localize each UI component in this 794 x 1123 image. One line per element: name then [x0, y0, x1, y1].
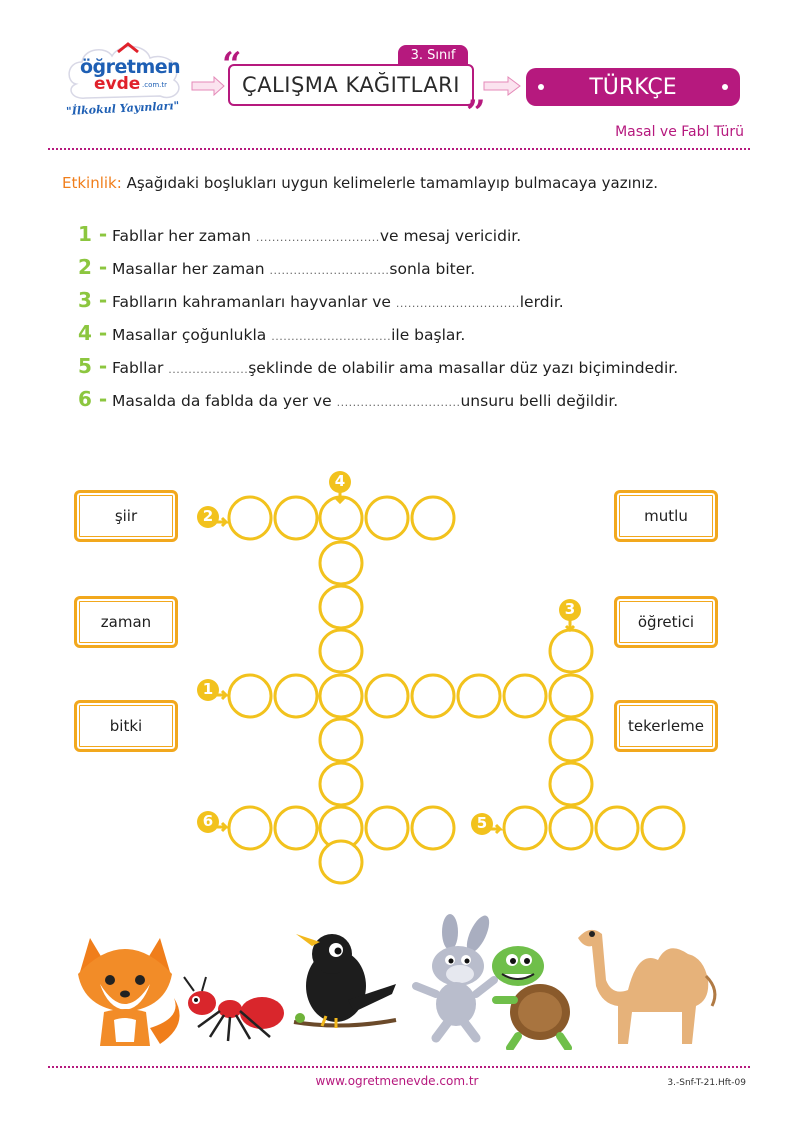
crossword-cell[interactable]: [366, 497, 408, 539]
question-text: unsuru belli değildir.: [460, 392, 619, 410]
crossword-cell[interactable]: [504, 675, 546, 717]
word-bank-item: şiir: [74, 490, 178, 542]
word-bank-item: mutlu: [614, 490, 718, 542]
crossword-cell[interactable]: [550, 675, 592, 717]
crossword-cell[interactable]: [229, 807, 271, 849]
divider: [48, 148, 750, 150]
clue-badge-3: [558, 598, 582, 622]
question-number: 3 -: [78, 288, 108, 312]
clue-badge-1: [196, 678, 220, 702]
question-text: ve mesaj vericidir.: [379, 227, 522, 245]
camel-illustration: [572, 920, 724, 1052]
crossword-cell[interactable]: [504, 807, 546, 849]
crossword-cell[interactable]: [412, 675, 454, 717]
answer-blank[interactable]: ....................: [168, 363, 249, 376]
question-3: [78, 288, 564, 312]
crossword-cell[interactable]: [550, 630, 592, 672]
crossword-cell[interactable]: [320, 841, 362, 883]
crossword-cell[interactable]: [229, 675, 271, 717]
instruction-lead: Etkinlik:: [62, 174, 122, 192]
crossword-cell[interactable]: [320, 542, 362, 584]
question-text: Fabllar her zaman: [112, 227, 251, 245]
crossword-cell[interactable]: [458, 675, 500, 717]
answer-blank[interactable]: ...............................: [336, 396, 461, 409]
subject-pill: [526, 68, 740, 106]
crossword-cell[interactable]: [550, 763, 592, 805]
question-text: Fabllar: [112, 359, 164, 377]
question-text: şeklinde de olabilir ama masallar düz yazı biçimindedir.: [248, 359, 679, 377]
question-text: lerdir.: [519, 293, 564, 311]
subject-label: TÜRKÇE: [589, 74, 677, 100]
worksheet-code: 3.-Snf-T-21.Hft-09: [667, 1078, 746, 1088]
crossword-cell[interactable]: [320, 763, 362, 805]
clue-number: 2: [202, 507, 214, 525]
open-quote-icon: “: [222, 45, 242, 85]
word-bank-item: tekerleme: [614, 700, 718, 752]
clue-badge-2: [196, 505, 220, 529]
clue-number: 5: [476, 814, 488, 832]
fox-illustration: [70, 928, 180, 1048]
question-4: [78, 321, 465, 345]
crossword-cell[interactable]: [275, 675, 317, 717]
question-text: Masallar her zaman: [112, 260, 265, 278]
crow-illustration: [292, 930, 400, 1038]
worksheet-title: ÇALIŞMA KAĞITLARI: [228, 64, 474, 106]
crossword-cell[interactable]: [320, 719, 362, 761]
answer-blank[interactable]: ..............................: [269, 264, 390, 277]
rabbit-illustration: [406, 914, 498, 1044]
crossword-cell[interactable]: [366, 807, 408, 849]
logo-domain: .com.tr: [142, 81, 168, 89]
dot-icon: [538, 84, 544, 90]
crossword-cell[interactable]: [229, 497, 271, 539]
dot-icon: [722, 84, 728, 90]
question-number: 5 -: [78, 354, 108, 378]
clue-number: 1: [202, 680, 214, 698]
question-text: Masallar çoğunlukla: [112, 326, 267, 344]
arrow-right-icon: [190, 76, 226, 96]
question-text: sonla biter.: [389, 260, 476, 278]
crossword-cell[interactable]: [320, 630, 362, 672]
question-text: ile başlar.: [391, 326, 466, 344]
question-2: [78, 255, 475, 279]
question-number: 1 -: [78, 222, 108, 246]
crossword-cell[interactable]: [412, 807, 454, 849]
ant-illustration: [180, 975, 290, 1045]
logo-tagline: "İlkokul Yayınları": [65, 99, 180, 118]
crossword-cell[interactable]: [642, 807, 684, 849]
crossword-cell[interactable]: [366, 675, 408, 717]
crossword-cell[interactable]: [412, 497, 454, 539]
crossword-cell[interactable]: [550, 719, 592, 761]
crossword-cell[interactable]: [275, 497, 317, 539]
clue-badge-5: [470, 812, 494, 836]
question-6: [78, 387, 618, 411]
clue-number: 4: [334, 472, 346, 490]
close-quote-icon: ”: [466, 93, 486, 133]
divider: [48, 1066, 750, 1068]
instruction: [62, 174, 658, 192]
logo-word-1: öğretmen: [80, 56, 181, 78]
word-bank-item: öğretici: [614, 596, 718, 648]
crossword-cell[interactable]: [320, 586, 362, 628]
crossword-grid: [0, 460, 794, 900]
instruction-text: Aşağıdaki boşlukları uygun kelimelerle tamamlayıp bulmacaya yazınız.: [121, 174, 659, 192]
turtle-illustration: [488, 940, 576, 1050]
footer-url[interactable]: www.ogretmenevde.com.tr: [315, 1074, 479, 1088]
topic-label: Masal ve Fabl Türü: [615, 124, 744, 140]
question-text: Masalda da fablda da yer ve: [112, 392, 332, 410]
logo-word-2: evde: [94, 74, 141, 94]
clue-badge-6: [196, 810, 220, 834]
question-number: 6 -: [78, 387, 108, 411]
question-number: 2 -: [78, 255, 108, 279]
clue-badge-4: [328, 470, 352, 494]
logo: [62, 40, 190, 126]
crossword-cell[interactable]: [550, 807, 592, 849]
question-1: [78, 222, 521, 246]
crossword-cell[interactable]: [320, 675, 362, 717]
answer-blank[interactable]: ...............................: [255, 231, 380, 244]
question-number: 4 -: [78, 321, 108, 345]
grade-tab: 3. Sınıf: [398, 45, 468, 65]
clue-number: 3: [564, 600, 576, 618]
question-text: Fablların kahramanları hayvanlar ve: [112, 293, 391, 311]
clue-number: 6: [202, 812, 214, 830]
crossword-cell[interactable]: [596, 807, 638, 849]
question-5: [78, 354, 678, 378]
arrow-right-icon: [482, 76, 522, 96]
word-bank-item: bitki: [74, 700, 178, 752]
answer-blank[interactable]: ...............................: [395, 297, 520, 310]
answer-blank[interactable]: ..............................: [271, 330, 392, 343]
crossword-cell[interactable]: [275, 807, 317, 849]
word-bank-item: zaman: [74, 596, 178, 648]
